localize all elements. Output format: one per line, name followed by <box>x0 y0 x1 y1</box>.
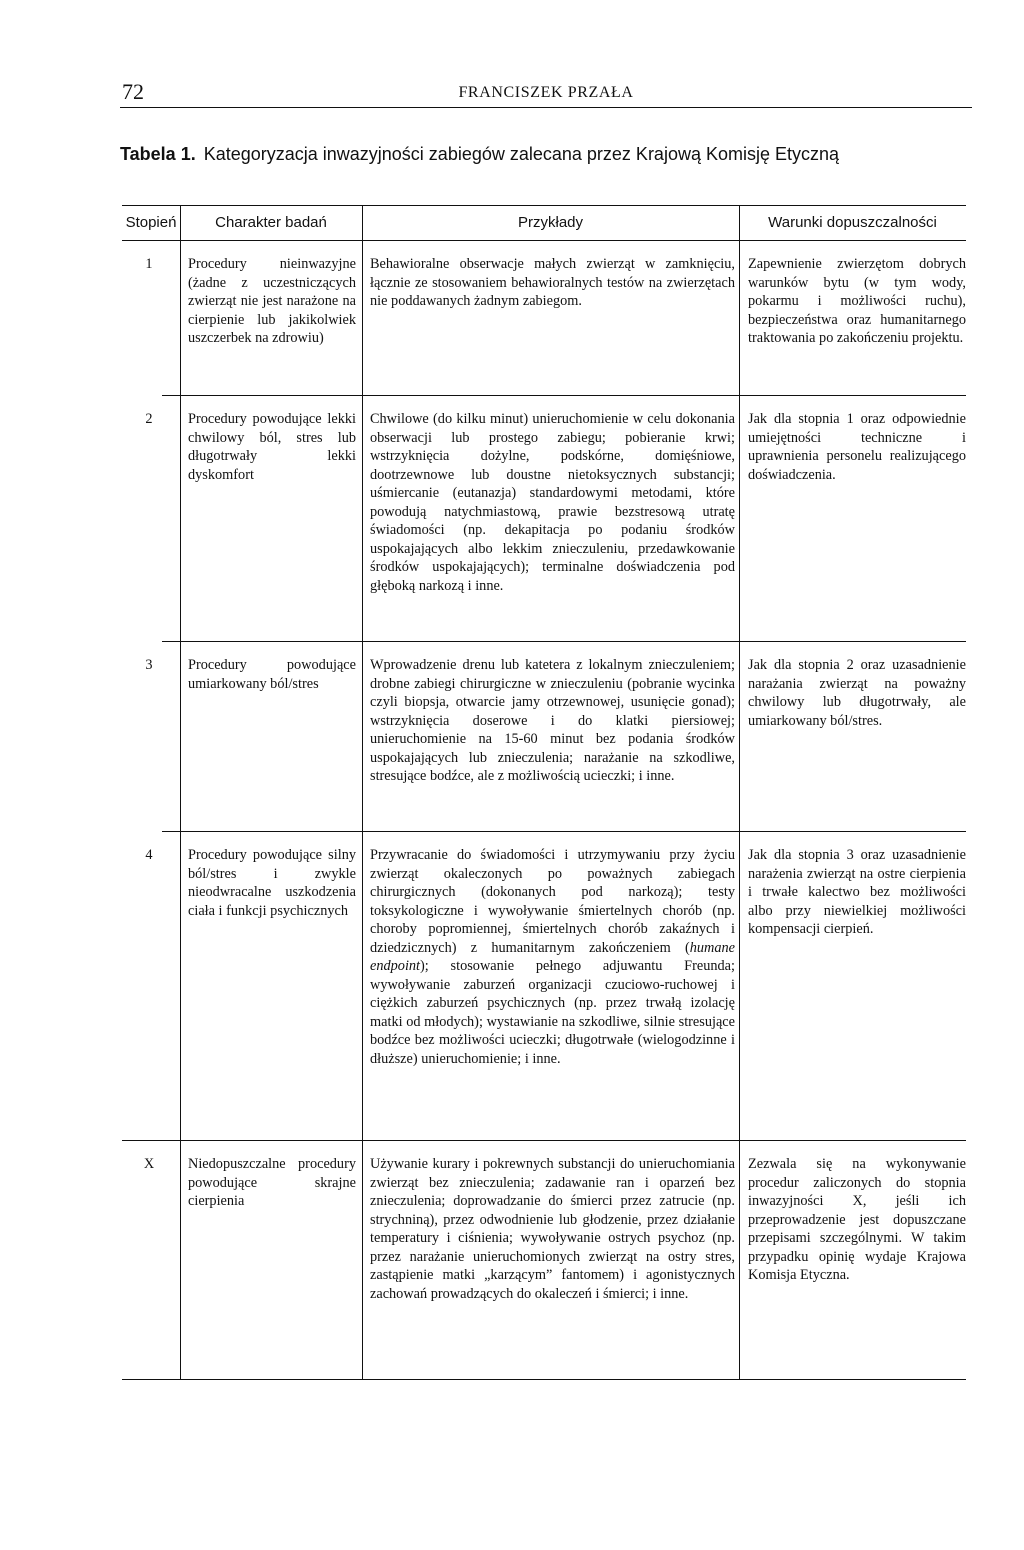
column-header-examples: Przykłady <box>517 213 584 231</box>
examples-italic-term: humane endpoint <box>370 939 735 974</box>
conditions-cell: Zezwala się na wykonywanie procedur zaliczonych do stopnia inwazyjności X, jeśli ich przeprowadzenie jest dopuszczane przepisami szczególnymi. W takim przypadku opinię wydaje Krajowa Komisja Etyczna. <box>748 1156 966 1283</box>
examples-text: ); stosowanie pełnego adjuwantu Freunda; wywoływanie zaburzeń organizacji czuciowo-ruchowej i ciężkich zaburzeń psychicznych (np. przez trwałą izolację matki od młodych); wystawianie na szkodliwe, silnie stresujące bodźce bez możliwości ucieczki; długotrwałe (wielogodzinne i dłuższe) unieruchomienie; i inne. <box>370 958 735 1067</box>
examples-cell: Chwilowe (do kilku minut) unieruchomienie w celu dokonania obserwacji lub prostego zabiegu; pobieranie krwi; wstrzyknięcia dożylne, podskórne, domięśniowe, dootrzewnowe lub doustne nietoksycznych substancji; uśmiercanie (eutanazja) standardowymi metodami, które powodują natychmiastową, prawie bezstresową utratę świadomości (np. dekapitacja po podaniu środków uspokajających albo lekkim znieczuleniu, przedawkowanie środków uspokajających); terminalne doświadczenia pod głęboką narkozą i inne. <box>370 411 735 594</box>
character-cell: Procedury powodujące silny ból/stres i zwykle nieodwracalne uszkodzenia ciała i funkcji psychicznych <box>188 847 356 919</box>
table-caption-label: Tabela 1. <box>120 144 196 164</box>
examples-cell <box>362 846 739 1141</box>
conditions-cell: Jak dla stopnia 2 oraz uzasadnienie narażania zwierząt na poważny chwilowy lub długotrwały, ale umiarkowany ból/stres. <box>748 657 966 729</box>
invasiveness-table <box>122 205 966 1380</box>
table-row <box>122 832 966 1141</box>
character-cell: Procedury powodujące lekki chwilowy ból, stres lub długotrwały lekki dyskomfort <box>188 411 356 483</box>
examples-text: Przywracanie do świadomości i utrzymywaniu przy życiu zwierząt okaleczonych po poważnych zabiegach chirurgicznych (dokonanych pod narkozą); testy toksykologiczne i wywoływanie śmiertelnych chorób (np. choroby popromiennej, śmiertelnych chorób zakaźnych i dziedzicznych) z humanitarnym zakończeniem ( <box>370 847 735 956</box>
running-header <box>120 79 972 108</box>
column-header-level: Stopień <box>125 213 177 231</box>
examples-cell: Wprowadzenie drenu lub katetera z lokalnym znieczuleniem; drobne zabiegi chirurgiczne w znieczuleniu (pobranie wycinka czyli biopsja, otwarcie jamy otrzewnowej, usunięcie gonad); wstrzyknięcia doserowe i do klatki piersiowej; unieruchomienie na 15-60 minut bez podania środków uspokajających lub znieczulenia; narażanie na szkodliwe, stresujące bodźce, ale z możliwością ucieczki; i inne. <box>370 657 735 784</box>
level-cell: 4 <box>145 847 153 863</box>
table-header-row <box>122 206 966 241</box>
table-caption-text: Kategoryzacja inwazyjności zabiegów zalecana przez Krajową Komisję Etyczną <box>203 144 840 164</box>
conditions-cell: Jak dla stopnia 3 oraz uzasadnienie narażenia zwierząt na ostre cierpienia i trwałe kalectwo bez możliwości albo przy niewielkiej możliwości kompensacji cierpień. <box>748 847 966 937</box>
table-caption <box>120 142 980 166</box>
character-cell: Procedury nieinwazyjne (żadne z uczestniczących zwierząt nie jest narażone na cierpienie lub jakikolwiek uszczerbek na zdrowiu) <box>188 256 356 346</box>
character-cell: Procedury powodujące umiarkowany ból/stres <box>188 657 356 692</box>
column-header-conditions: Warunki dopuszczalności <box>768 213 937 231</box>
conditions-cell: Zapewnienie zwierzętom dobrych warunków bytu (w tym wody, pokarmu i możliwości ruchu), bezpieczeństwa oraz humanitarnego traktowania po zakończeniu projektu. <box>748 256 966 346</box>
character-cell: Niedopuszczalne procedury powodujące skrajne cierpienia <box>188 1156 356 1209</box>
table-row <box>122 396 966 642</box>
examples-cell: Behawioralne obserwacje małych zwierząt w zamknięciu, łącznie ze stosowaniem behawioralnych testów na zwierzętach nie poddawanych żadnym zabiegom. <box>370 256 735 309</box>
table-row <box>122 241 966 396</box>
level-cell: X <box>143 1156 155 1172</box>
column-header-character: Charakter badań <box>215 213 327 231</box>
running-author: FRANCISZEK PRZAŁA <box>458 84 634 101</box>
examples-cell: Używanie kurary i pokrewnych substancji do unieruchomiania zwierząt bez znieczulenia; zadawanie ran i oparzeń bez znieczulenia; doprowadzanie do śmierci przez zatrucie (np. strychniną), przez odwodnienie lub głodzenie, przez działanie temperatury i ciśnienia; wywoływanie ostrych psychoz (np. przez narażanie unieruchomionych zwierząt na ostry stres, zastąpienie matki „karzącym” fantomem) i agonistycznych zachowań prowadzących do okaleczeń i śmierci; i inne. <box>370 1156 735 1302</box>
conditions-cell: Jak dla stopnia 1 oraz odpowiednie umiejętności techniczne i uprawnienia personelu realizującego doświadczenia. <box>748 411 966 483</box>
level-cell: 3 <box>145 657 153 673</box>
level-cell: 2 <box>145 411 153 427</box>
level-cell: 1 <box>145 256 153 272</box>
table-row <box>122 642 966 832</box>
table-row <box>122 1141 966 1379</box>
page-number: 72 <box>122 79 144 104</box>
